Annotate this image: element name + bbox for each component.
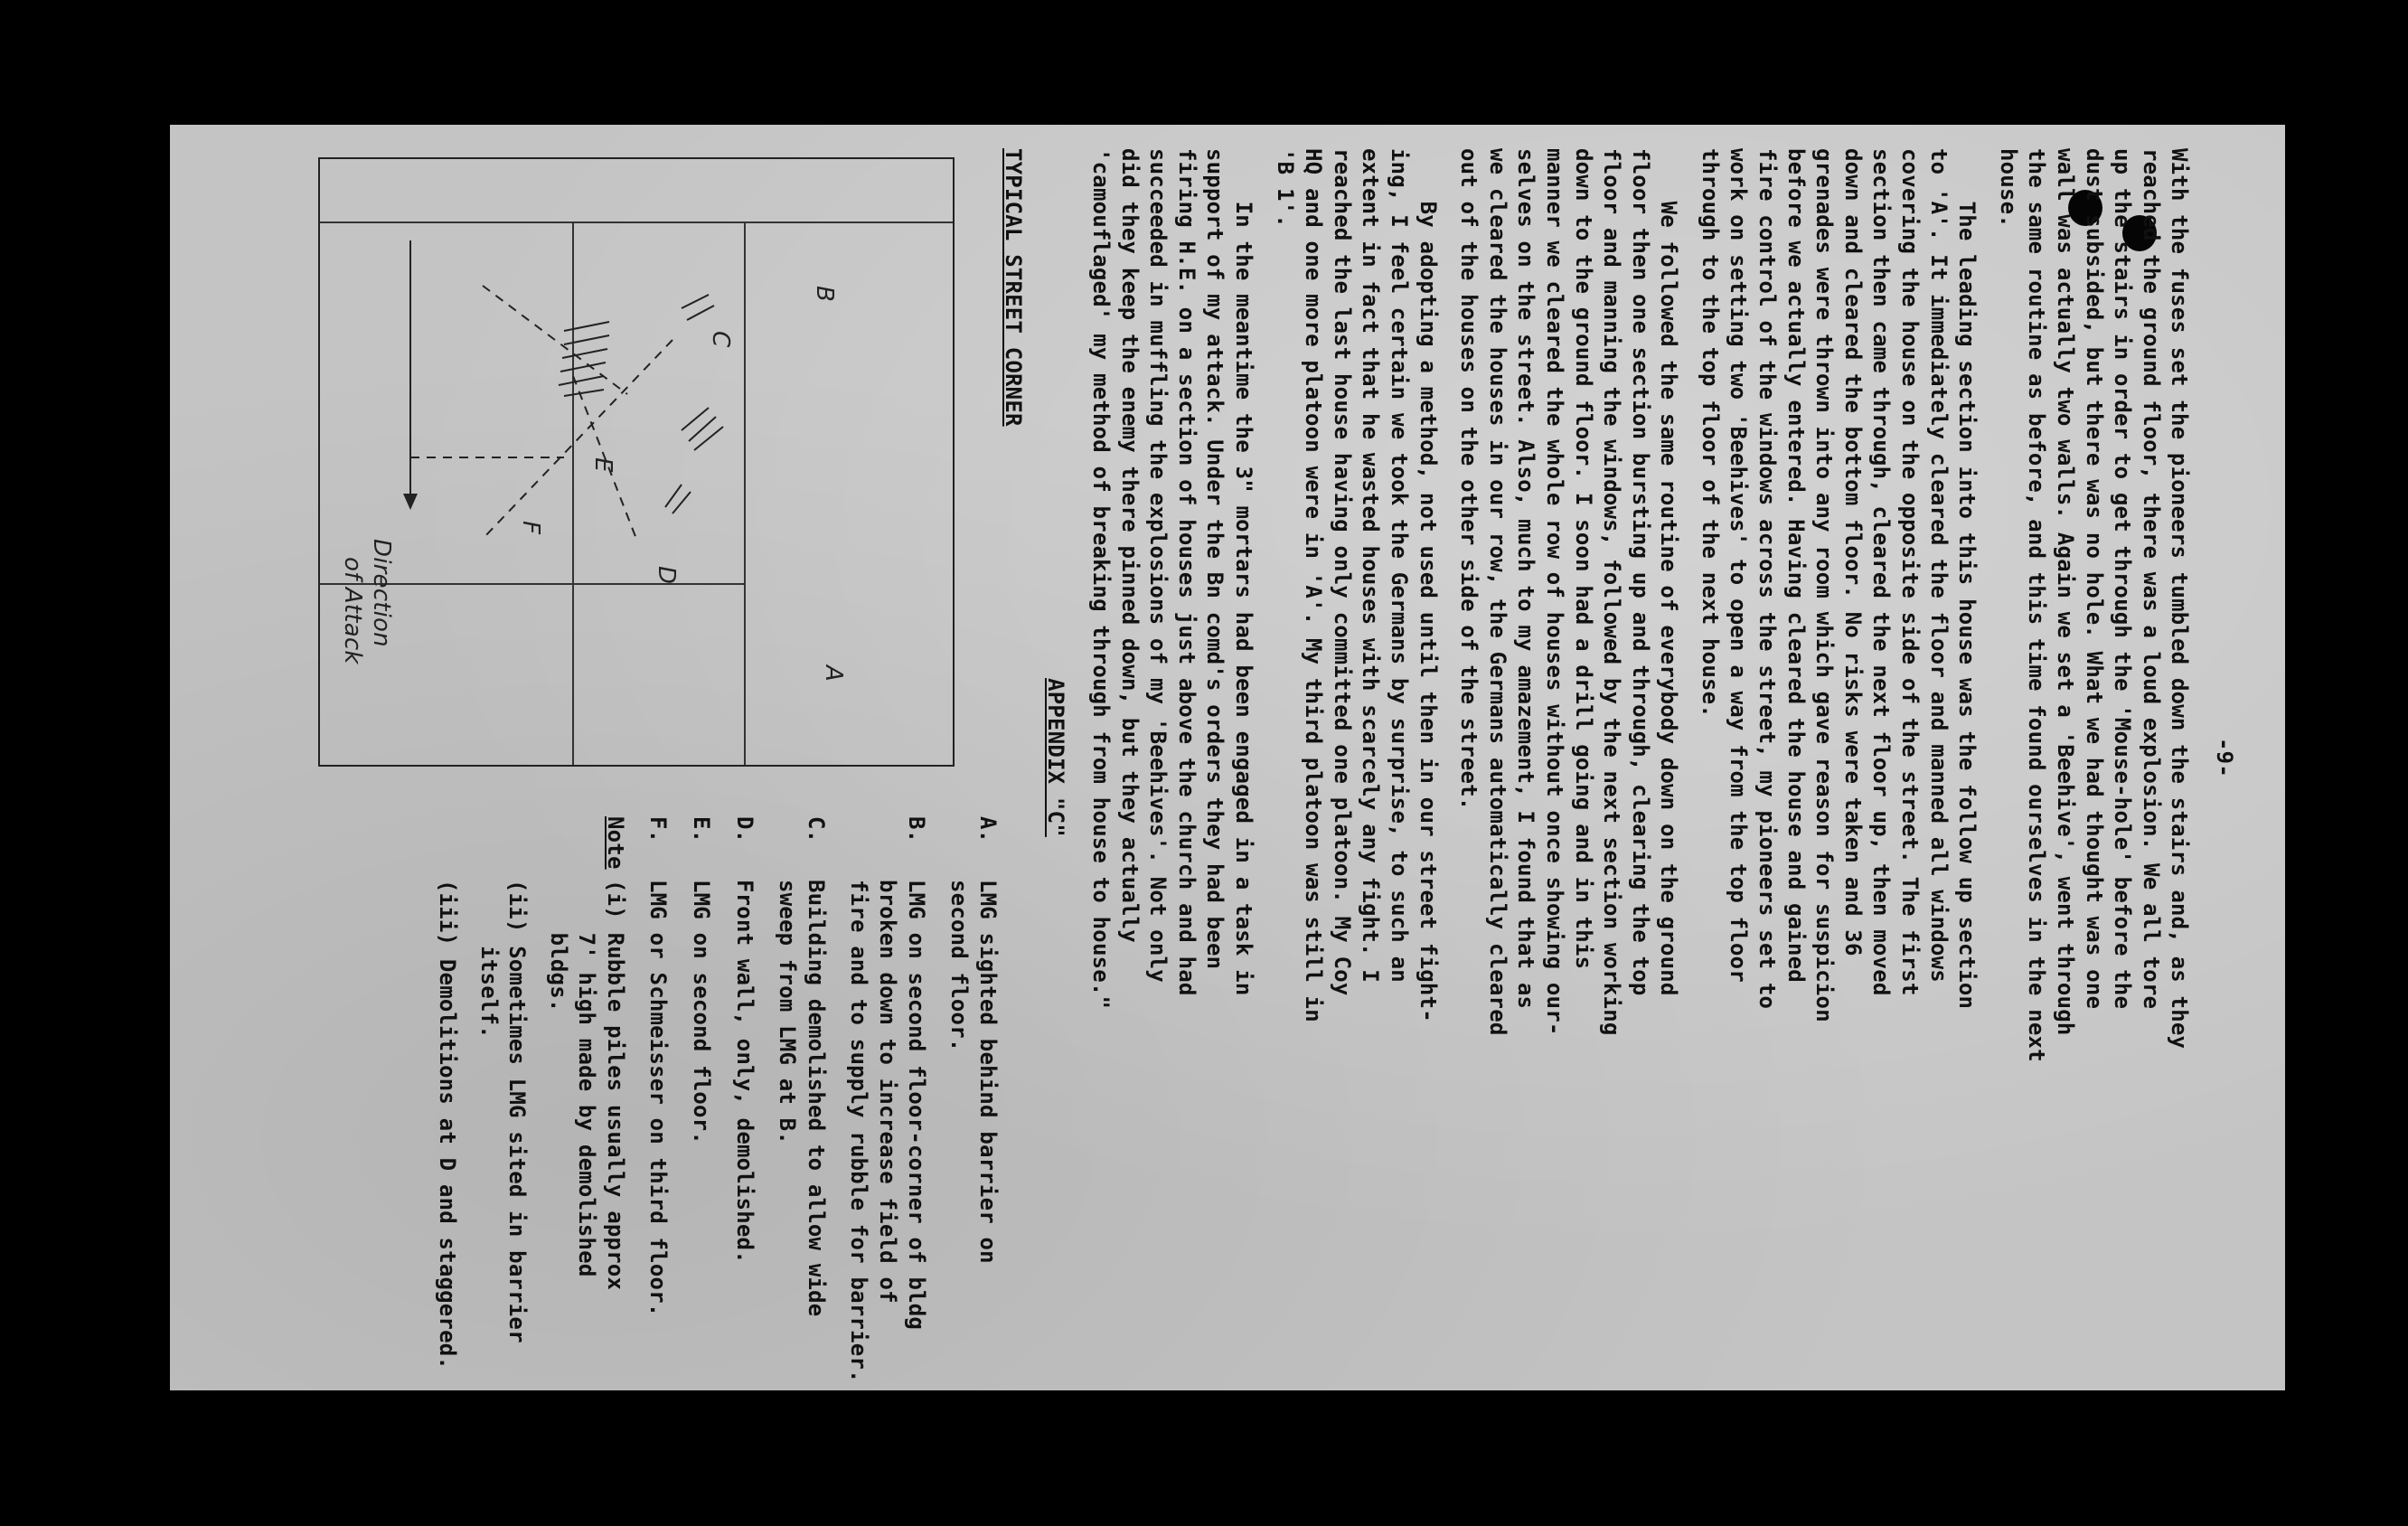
key-text: LMG or Schmeisser on third floor. — [645, 880, 672, 1317]
key-letter: B. — [903, 816, 929, 843]
sketch-letter-d: D — [652, 566, 680, 585]
key-item-c — [773, 816, 830, 1368]
street-corner-sketch — [318, 157, 955, 767]
key-letter: C. — [803, 816, 829, 843]
key-text: Front wall, only, demolished. — [731, 880, 757, 1264]
sketch-letter-e: E — [588, 457, 616, 473]
key-text: LMG sighted behind barrier on second floor. — [946, 880, 1001, 1264]
paragraph-2: The leading section into this house was the follow up section to 'A'. It immediately cleared the floor and manned all windows covering the house on the opposite side of the street. The first section then came through, cleared the next floor up, then moved down and cleared the bottom floor. No risks were taken and 36 grenades were thrown into any room which gave reason for suspicion before we actually entered. Having cleared the house and gained fire control of the windows across the street, my pioneers set to work on setting two 'Beehives' to open a way from the top floor through to the top floor of the next house. — [1697, 148, 1980, 1022]
key-letter: F. — [645, 816, 672, 843]
street-corner-heading: TYPICAL STREET CORNER — [1000, 148, 1026, 427]
note-2 — [474, 816, 531, 1368]
sketch-letter-f: F — [516, 521, 544, 535]
note-label-spacer — [432, 816, 461, 880]
note-text: (i) Rubble piles usually approx 7' high made by demolished bldgs. — [545, 880, 628, 1291]
document-sheet — [170, 125, 2285, 1390]
sketch-letter-b: B — [810, 286, 838, 303]
page-number: -9- — [2212, 738, 2237, 777]
sketch-drawing — [320, 159, 953, 765]
paragraph-5: In the meantime the 3" mortars had been engaged in a task in support of my attack. Under the Bn comd's orders they had been firing H.E. on a section of houses just above the church and had succeeded in muffling the explosions of my 'Beehives'. Not only did they keep the enemy there pinned down, but they actually 'camouflaged' my method of breaking through from house to house." — [1088, 148, 1256, 1010]
appendix-body — [177, 143, 1027, 1383]
appendix-heading: APPENDIX "C" — [1043, 678, 1069, 837]
key-text: LMG on second floor. — [689, 880, 715, 1144]
key-item-e — [687, 816, 716, 1368]
key-text: LMG on second floor-corner of bldg broken down to increase field of fire and to supply rubble for barrier. — [846, 880, 929, 1383]
paragraph-4: By adopting a method, not used until then in our street fight- ing, I feel certain we took the Germans by surprise, to such an extent in fact that he wasted houses with scarcely any fight. I reached the last house having only committed one platoon. My Coy HQ and one more platoon were in 'A'. My third platoon was still in 'B 1'. — [1272, 148, 1441, 1022]
key-item-d — [729, 816, 758, 1368]
key-item-b — [844, 816, 930, 1383]
note-text: (iii) Demolitions at D and staggered. — [434, 880, 460, 1371]
sketch-letter-c: C — [706, 331, 734, 348]
note-3 — [432, 816, 461, 1371]
key-text: Building demolished to allow wide sweep from LMG at B. — [775, 880, 829, 1317]
note-text: (ii) Sometimes LMG sited in barrier itself. — [475, 880, 531, 1343]
sketch-letter-a: A — [819, 665, 847, 682]
fields-of-fire — [410, 286, 673, 539]
sketch-direction-label: Direction of Attack — [338, 539, 395, 664]
note-1 — [543, 816, 629, 1368]
key-item-f — [644, 816, 673, 1368]
paragraph-1: With the fuses set the pioneers tumbled down the stairs and, as they reached the ground floor, there was a loud explosion. We all tore up the stairs in order to get through the 'Mouse-hole' before the dust subsided, but there was no hole. What we had thought was one wall was actually two walls. Again we set a 'Beehive', went through the same routine as before, and this time found ourselves in the next house. — [1995, 148, 2193, 1062]
rotated-page — [206, 143, 2249, 1383]
key-column — [419, 816, 1002, 1383]
key-letter: A. — [974, 816, 1001, 843]
sketch-column — [338, 143, 1027, 794]
note-label-spacer — [474, 816, 531, 880]
key-letter: D. — [731, 816, 757, 843]
paragraph-3: We followed the same routine of everybody down on the ground floor then one section bursting up and through, clearing the top floor and manning the windows, followed by the next section working down to the ground floor. I soon had a drill going and in this manner we cleared the whole row of houses without once showing our- selves on the street. Also, much to my amazement, I found that as we cleared the houses in our row, the Germans automatically cleared out of the houses on the other side of the street. — [1456, 148, 1682, 1036]
key-item-a — [945, 816, 1002, 1368]
direction-arrow-head — [403, 494, 418, 510]
note-label: Note — [602, 816, 628, 870]
key-letter: E. — [689, 816, 715, 843]
rubble-hatching — [559, 295, 723, 513]
